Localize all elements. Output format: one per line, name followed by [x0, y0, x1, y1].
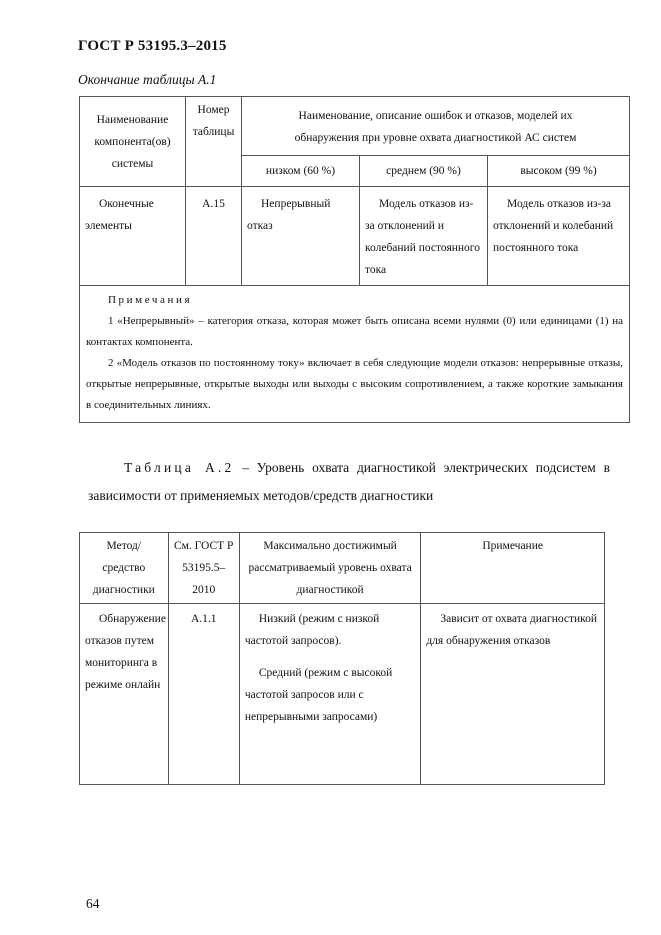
t2-header-method: Метод/ средство диагностики	[80, 533, 169, 604]
level-mid: Средний (режим с высокой частотой запросов или с непрерывными запросами)	[244, 667, 393, 723]
notes-title: Примечания	[108, 294, 193, 306]
level-low: Низкий (режим с низкой частотой запросов).	[244, 613, 380, 647]
caption-text: – Уровень охвата диагностикой электрических подсистем в зависимости от применяемых методов/средств диагностики	[88, 460, 610, 503]
t1-cell-table-no: А.15	[186, 187, 242, 286]
t1-notes	[80, 286, 630, 423]
t2-cell-note: Зависит от охвата диагностикой для обнаружения отказов	[421, 604, 605, 785]
note-2: 2 «Модель отказов по постоянному току» включает в себя следующие модели отказов: непрерывные отказы, открытые непрерывные, открытые выходы или выходы с высоким сопротивлением, а также короткие замыкания в соединительных линиях.	[86, 357, 623, 411]
t2-header-ref: См. ГОСТ Р 53195.5–2010	[168, 533, 239, 604]
t1-header-table-no: Номер таблицы	[186, 97, 242, 187]
t2-header-note: Примечание	[421, 533, 605, 604]
t1-header-group: Наименование, описание ошибок и отказов, моделей их обнаружения при уровне охвата диагностикой АС систем	[242, 97, 630, 156]
table-a2-caption	[88, 454, 610, 510]
t1-cell-mid: Модель отказов из-за отклонений и колебаний постоянного тока	[360, 187, 488, 286]
t1-cell-component: Оконечные элементы	[80, 187, 186, 286]
caption-label: Таблица А.2	[124, 460, 235, 475]
table-a2	[79, 532, 605, 785]
t2-cell-method: Обнаружение отказов путем мониторинга в режиме онлайн	[80, 604, 169, 785]
t1-subheader-low: низком (60 %)	[242, 156, 360, 187]
table-continuation-label: Окончание таблицы А.1	[78, 72, 217, 87]
note-1: 1 «Непрерывный» – категория отказа, которая может быть описана всеми нулями (0) или единицами (1) на контактах компонента.	[86, 315, 623, 348]
t1-cell-high: Модель отказов из-за отклонений и колебаний постоянного тока	[488, 187, 630, 286]
table-row	[80, 604, 605, 785]
document-id: ГОСТ Р 53195.3–2015	[78, 38, 227, 54]
table-row	[80, 187, 630, 286]
table-a1-end	[79, 96, 630, 423]
t1-subheader-high: высоком (99 %)	[488, 156, 630, 187]
t2-header-level: Максимально достижимый рассматриваемый уровень охвата диагностикой	[239, 533, 420, 604]
t1-header-component: Наименование компонента(ов) системы	[80, 97, 186, 187]
t2-cell-level	[239, 604, 420, 785]
t1-subheader-mid: среднем (90 %)	[360, 156, 488, 187]
t1-cell-low: Непрерывный отказ	[242, 187, 360, 286]
t2-cell-ref: А.1.1	[168, 604, 239, 785]
page-number: 64	[86, 896, 100, 911]
